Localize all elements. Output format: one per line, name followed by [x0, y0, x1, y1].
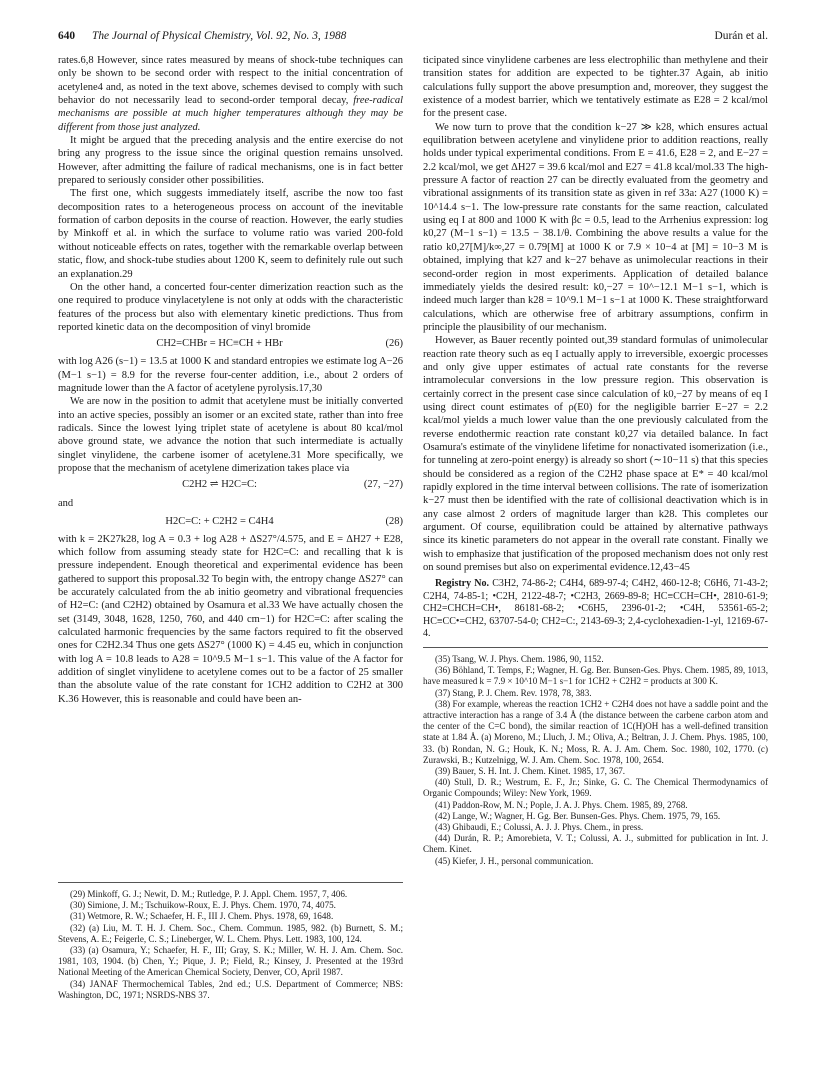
registry-label: Registry No. — [435, 578, 490, 590]
paragraph: It might be argued that the preceding analysis and the entire exercise do not bring any progress to the issue since the original question remains unsolved. However, after admitting the failure of radical mechanisms, one is in fact better prepared to seriously consider other possibilities. — [58, 135, 403, 187]
paragraph: with k = 2K27k28, log A = 0.3 + log A28 + ΔS27°/4.575, and E = ΔH27 + E28, which follow from assuming steady state for H2C=C: and recalling that k is pressure independent. Enough theoretical and experimental evidence has been gathered to support this proposal.32 To begin with, the entropy change ΔS27° can be accurately calculated from the ab initio geometry and vibrational frequencies of H2=C: (and C2H2) obtained by Osamura et al.33 We have actually chosen the set (3149, 3048, 1628, 1250, 760, and 440 cm−1) for H2C=C: after scaling the calculated harmonic frequencies by the same factors required to fit the observed ones for C2H2.34 Thus one gets ΔS27° (1000 K) = 4.45 eu, which in conjunction with log A = 10.8 leads to A28 = 10^9.5 M−1 s−1. This value of the A factor for addition of singlet vinylidene to acetylene comes out to be a factor of 25 smaller than the absolute value of the rate constant for 1CH2 addition to C2H2 at 300 K.36 However, this is reasonable and could have been an- — [58, 533, 403, 705]
footnote-rule — [58, 882, 403, 883]
equation-number: (28) — [385, 515, 403, 527]
registry-numbers — [423, 578, 768, 641]
footnote: (39) Bauer, S. H. Int. J. Chem. Kinet. 1985, 17, 367. — [435, 765, 626, 776]
running-header — [58, 30, 768, 48]
footnote: (37) Stang, P. J. Chem. Rev. 1978, 78, 383. — [435, 687, 592, 698]
paragraph: The first one, which suggests immediately itself, ascribe the now too fast decomposition rates to a heterogeneous process on account of the inevitable formation of carbon deposits in the course of reaction. However, the early studies by Minkoff et al. in which the surface to volume ratio was varied 200-fold without noticeable effects on rates, together with the remarkable overlap between static, flow, and shock-tube studies about 1200 K, seem to definitely rule out such an explanation.29 — [58, 188, 403, 280]
footnotes-left-block — [58, 876, 403, 1001]
footnote: (45) Kiefer, J. H., personal communication. — [435, 855, 594, 866]
paragraph: We now turn to prove that the condition k−27 ≫ k28, which ensures actual equilibration between acetylene and vinylidene prior to addition reactions, really holds under typical experimental conditions. From E = 41.6, E28 = 2, and E−27 = 2.2 kcal/mol, we get ΔH27 = 39.6 kcal/mol and E27 = 41.8 kcal/mol.33 The high-pressure A factor of reaction 27 can be directly evaluated from the geometry and vibrational assignments of its transition state as given in ref 33a: A27 (1000 K) = 10^14.4 s−1. The low-pressure rate constants for the same reaction, calculated using eq I at 800 and 1000 K with βc = 0.5, lead to the Arrhenius expression: log k0,27 (M−1 s−1) = 13.5 − 38.1/θ. Combining the above results a value for the ratio k0,27[M]/k∞,27 = 0.79[M] at 1000 K or 7.9 × 10−4 at [M] = 10−3 M is obtained, implying that k27 and k−27 behave as unimolecular reactions in their second-order region in most experiments. Application of detailed balance immediately yields the desired result: k0,−27 = 10^−12.1 M−1 s−1, which is indeed much larger than k28 = 10^9.1 M−1 s−1 at 1000 K. These straightforward calculations, which are otherwise free of arbitrary assumptions, confirm in principle the plausibility of our mechanism. — [423, 121, 768, 333]
footnote: (38) For example, whereas the reaction 1CH2 + C2H4 does not have a saddle point and the attractive interaction has a range of 3.4 Å (the distance between the carbene carbon atom and the center of the C=C bond), the similar reaction of 1C(H)OH has a well-defined transition state at 1.84 Å. (a) Moreno, M.; Lluch, J. M.; Oliva, A.; Beltran, J. J. Chem. Phys. 1985, 100, 33. (b) Rondan, N. G.; Houk, K. N.; Moss, R. A. J. Am. Chem. Soc. 1980, 102, 1770. (c) Zurawski, B.; Kutzelnigg, W. J. Am. Chem. Soc. 1978, 100, 2654. — [423, 698, 768, 765]
footnote: (43) Ghibaudi, E.; Colussi, A. J. J. Phys. Chem., in press. — [435, 821, 644, 832]
journal-title: The Journal of Physical Chemistry, Vol. 92, No. 3, 1988 — [92, 30, 347, 42]
registry-text: C3H2, 74-86-2; C4H4, 689-97-4; C4H2, 460-12-8; C6H6, 71-43-2; C2H4, 74-85-1; •C2H, 2122-48-7; •C2H3, 2669-89-8; HC≡CCH=CH•, 2810-61-9; CH2=CHCH=CH•, 86181-68-2; •C6H5, 2396-01-2; •C4H, 53561-65-2; HC≡CC•=CH2, 63707-54-0; CH2=C:, 2143-69-3; 2,4-cyclohexadien-1-yl, 12169-67-4. — [423, 578, 768, 640]
footnote: (44) Durán, R. P.; Amorebieta, V. T.; Colussi, A. J., submitted for publication in Int. J. Chem. Kinet. — [423, 833, 768, 855]
footnote: (31) Wetmore, R. W.; Schaefer, H. F., III J. Chem. Phys. 1978, 69, 1648. — [70, 911, 334, 922]
equation-body: H2C=C: + C2H2 = C4H4 — [165, 515, 274, 527]
paragraph: However, as Bauer recently pointed out,39 standard formulas of unimolecular reaction rate theory such as eq I actually apply to irreversible, exoergic processes and only give upper estimates of actual rate constants for the reverse intramolecular conversions in the low pressure region. This observation is certainly correct in the present case since calculation of k0,−27 by means of eq I using direct count estimates of ρ(E0) for the negligible barrier E−27 = 2.2 kcal/mol yields a much lower value than the one previously calculated from the reverse endothermic reaction rate constant k0,27 via detailed balance. In fact Osamura's estimate of the vinylidene lifetime for nonactivated isomerization (i.e., for tunneling at zero-point energy) is already so short (∼10−11 s) that this species should be considered as a region of the C2H2 phase space at E* = 40 kcal/mol rapidly explored in the time interval between collisions. The rate of isomerization k−27 must then be identified with the rate of collisional deactivation which is in any case almost 2 orders of magnitude larger than k28. This completes our argument. Of course, equilibration could be attained by alternative pathways since its kinetic parameters do not appear in the overall rate constant. Finally we wish to emphasize that justification of the proposed mechanism does not only rest on sound premises but also on experimental evidence.12,43−45 — [423, 335, 768, 574]
footnote: (40) Stull, D. R.; Westrum, E. F., Jr.; Sinke, G. C. The Chemical Thermodynamics of Organic Compounds; Wiley: New York, 1969. — [423, 777, 768, 799]
footnote: (41) Paddon-Row, M. N.; Pople, J. A. J. Phys. Chem. 1985, 89, 2768. — [435, 799, 688, 810]
running-authors: Durán et al. — [714, 30, 768, 42]
footnote: (32) (a) Liu, M. T. H. J. Chem. Soc., Chem. Commun. 1985, 982. (b) Burnett, S. M.; Stevens, A. E.; Feigerle, C. S.; Lineberger, W. L. Chem. Phys. Lett. 1983, 100, 124. — [58, 922, 403, 944]
footnote: (42) Lange, W.; Wagner, H. Gg. Ber. Bunsen-Ges. Phys. Chem. 1975, 79, 165. — [435, 810, 721, 821]
equation-number: (27, −27) — [363, 479, 403, 491]
connector-text: and — [58, 498, 74, 510]
equation-28 — [58, 514, 403, 531]
paragraph: We are now in the position to admit that acetylene must be initially converted into an active species, possibly an isomer or an excited state, rather than into free radicals. Since the lowest lying triplet state of acetylene is about 80 kcal/mol above ground state, we advance the notion that such intermediate is actually singlet vinylidene, the carbene isomer of acetylene.31 More specifically, we propose that the mechanism of acetylene dimerization takes place via — [58, 396, 403, 474]
equation-27 — [58, 477, 403, 494]
footnotes-left — [58, 889, 403, 1001]
paragraph: On the other hand, a concerted four-center dimerization reaction such as the one required to produce vinylacetylene is not only at odds with the characteristic features of the process but also with elementary kinetic predictions. Thus from reported kinetic data on the decomposition of vinyl bromide — [58, 281, 403, 333]
page-number: 640 — [58, 30, 76, 42]
footnote: (35) Tsang, W. J. Phys. Chem. 1986, 90, 1152. — [435, 653, 604, 664]
footnote: (33) (a) Osamura, Y.; Schaefer, H. F., III; Gray, S. K.; Miller, W. H. J. Am. Chem. Soc. 1981, 103, 1904. (b) Chen, Y.; Pique, J. P.; Field, R.; Kinsey, J. Presented at the 193rd National Meeting of the American Chemical Society, Denver, CO, April 1987. — [58, 945, 403, 978]
footnote: (34) JANAF Thermochemical Tables, 2nd ed.; U.S. Department of Commerce; NBS: Washington, DC, 1971; NSRDS-NBS 37. — [58, 978, 403, 1000]
paragraph: rates.6,8 However, since rates measured by means of shock-tube techniques can only be shown to be second order with respect to the initial concentration of acetylene4 and, as noted in the text above, schemes devised to comply with such behavior do not necessarily lead to second-order temporal decay, free-radical mechanisms are possible at much higher temperatures although they may be different from those just analyzed. — [58, 55, 403, 133]
equation-body: CH2=CHBr = HC≡CH + HBr — [156, 338, 283, 350]
footnote: (30) Simione, J. M.; Tschuikow-Roux, E. J. Phys. Chem. 1970, 74, 4075. — [70, 900, 336, 911]
equation-26 — [58, 336, 403, 353]
equation-number: (26) — [385, 338, 403, 350]
left-column — [58, 54, 403, 706]
paragraph: ticipated since vinylidene carbenes are less electrophilic than methylene and their transition states for addition are expected to be tighter.37 Again, ab initio calculations fully support the above presumption and, moreover, they suggest the existence of a modest barrier, which we tentatively estimate as E28 = 2 kcal/mol for the present case. — [423, 55, 768, 120]
paragraph: with log A26 (s−1) = 13.5 at 1000 K and standard entropies we estimate log A−26 (M−1 s−1) = 8.9 for the reverse four-center addition, i.e., about 2 orders of magnitude lower than the A factor of acetylene pyrolysis.17,30 — [58, 356, 403, 394]
footnote-rule — [423, 647, 768, 648]
footnote: (29) Minkoff, G. J.; Newit, D. M.; Rutledge, P. J. Appl. Chem. 1957, 7, 406. — [70, 889, 348, 899]
footnotes-right — [423, 654, 768, 867]
footnote: (36) Böhland, T. Temps, F.; Wagner, H. Gg. Ber. Bunsen-Ges. Phys. Chem. 1985, 89, 1013, have measured k = 7.9 × 10^10 M−1 s−1 for 1CH2 + C2H2 = products at 300 K. — [423, 665, 768, 687]
right-column — [423, 54, 768, 867]
equation-body: C2H2 ⇌ H2C=C: — [182, 479, 257, 491]
